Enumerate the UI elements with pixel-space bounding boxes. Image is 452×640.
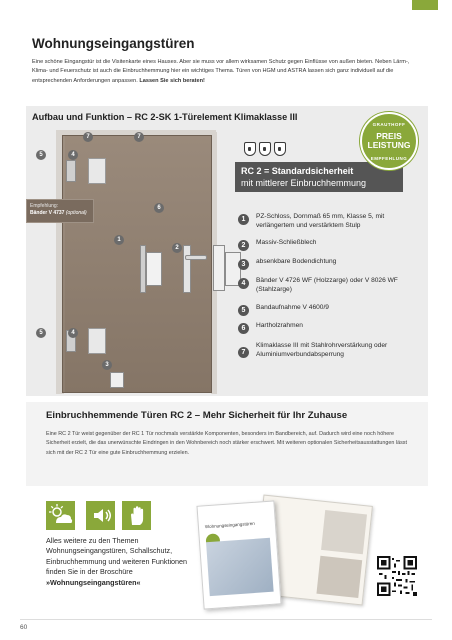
feature-text: absenkbare Bodendichtung <box>256 258 337 265</box>
brochure-photo <box>321 510 367 554</box>
feature-text: PZ-Schloss, Dornmaß 65 mm, Klasse 5, mit verlängertem und verstärktem Stulp <box>256 213 385 229</box>
qr-code[interactable] <box>377 556 417 596</box>
feature-number: 7 <box>238 347 249 358</box>
intro-cta: Lassen Sie sich beraten! <box>139 77 205 84</box>
feature-item <box>238 321 418 333</box>
climate-icon <box>46 501 75 530</box>
door-marker: 2 <box>172 243 182 253</box>
recommendation-label: Empfehlung: <box>30 203 59 209</box>
recommendation-value <box>30 210 90 217</box>
feature-number: 6 <box>238 323 249 334</box>
price-performance-seal <box>360 112 418 170</box>
page-number: 60 <box>20 624 28 631</box>
brochure-info-text: Alles weitere zu den Themen Wohnungseingangstüren, Schallschutz, Einbruchhemmung und weiteren Funktionen finden Sie in der Broschüre <box>46 536 188 577</box>
door-marker: 5 <box>36 150 46 160</box>
door-marker: 7 <box>83 132 93 142</box>
door-marker: 7 <box>134 132 144 142</box>
feature-text: Massiv-Schließblech <box>256 239 317 246</box>
seal-line2: LEISTUNG <box>367 140 411 150</box>
shield-lock-icon <box>244 142 256 156</box>
feature-text: Bänder V 4726 WF (Holzzarge) oder V 8026 WF (Stahlzarge) <box>256 277 398 293</box>
feature-item <box>238 303 418 315</box>
brochure-photo <box>316 556 362 598</box>
rc2-banner-title: RC 2 = Standardsicherheit <box>241 166 354 176</box>
handle-plate <box>183 245 191 293</box>
sound-icon <box>86 501 115 530</box>
hinge-top <box>66 160 76 182</box>
intro-text: Eine schöne Eingangstür ist die Visitenkarte eines Hauses. Aber sie muss vor allem wirksamen Schutz gegen Einflüsse von außen bieten. Neben Lärm-, Klima- und Feuerschutz ist auch die Einbruchhemmung hier ein wichtiges Thema. Türen von HGM und ASTRA lassen sich ganz individuell auf die entsprechenden Anforderungen anpassen. <box>32 59 410 84</box>
seal-top-text: GRAUTHOFF <box>372 122 406 127</box>
intro-paragraph <box>32 58 424 86</box>
chapter-tab <box>412 0 438 10</box>
recommendation-hinge: Bänder V 4737 <box>30 210 65 216</box>
feature-number: 3 <box>238 259 249 270</box>
door-marker: 4 <box>68 328 78 338</box>
door-marker: 6 <box>154 203 164 213</box>
top-bar <box>0 0 452 10</box>
recommendation-box <box>26 199 94 223</box>
seal-bottom-text: EMPFEHLUNG <box>370 156 408 161</box>
rc2-banner-subtitle: mit mittlerer Einbruchhemmung <box>241 178 367 188</box>
brochure-cover[interactable] <box>196 500 281 609</box>
door-handle <box>185 255 207 260</box>
page-title: Wohnungseingangstüren <box>32 36 195 51</box>
feature-number: 5 <box>238 305 249 316</box>
brochure-info <box>46 536 196 588</box>
hinge-plate-top <box>88 158 106 184</box>
burglary-text: Eine RC 2 Tür weist gegenüber der RC 1 Tür nochmals verstärkte Komponenten, besonders im Bandbereich, auf. Dadurch wird eine noch höhere Sicherheit erzielt, die das unerwünschte Eindringen in den Wohnbereich noch stärker erschwert. Mit weiteren optionalen Sicherheitsausstattungen lässt sich mit der RC 2 Tür eine gute Einbruchhemmung erzielen. <box>46 431 407 456</box>
brochure-link[interactable]: »Wohnungseingangstüren« <box>46 577 141 587</box>
shield-lock-icon <box>259 142 271 156</box>
door-marker: 3 <box>102 360 112 370</box>
feature-item <box>238 257 418 269</box>
bottom-seal <box>110 372 124 388</box>
feature-item <box>238 212 418 232</box>
feature-item <box>238 276 418 296</box>
feature-text: Hartholzrahmen <box>256 322 303 329</box>
shield-icons <box>244 142 286 156</box>
seal-main-text <box>362 132 416 150</box>
feature-number: 4 <box>238 278 249 289</box>
burglary-title: Einbruchhemmende Türen RC 2 – Mehr Sicherheit für Ihr Zuhause <box>46 410 348 421</box>
hand-stop-icon <box>122 501 151 530</box>
footer-divider <box>20 619 432 620</box>
feature-text: Klimaklasse III mit Stahlrohrverstärkung oder Aluminiumverbundabsperrung <box>256 342 388 358</box>
recommendation-optional: (optional) <box>65 210 87 216</box>
striker-plate <box>213 245 225 291</box>
seal-line1: PREIS <box>376 131 402 141</box>
door-marker: 4 <box>68 150 78 160</box>
feature-item <box>238 341 418 361</box>
door-marker: 5 <box>36 328 46 338</box>
feature-item <box>238 238 418 250</box>
door-marker: 1 <box>114 235 124 245</box>
feature-number: 2 <box>238 240 249 251</box>
brochure-cover-photo <box>206 538 274 596</box>
feature-text: Bandaufnahme V 4600/9 <box>256 304 329 311</box>
shield-lock-icon <box>274 142 286 156</box>
section-title: Aufbau und Funktion – RC 2-SK 1-Türelement Klimaklasse III <box>32 112 298 122</box>
lock-box <box>146 252 162 286</box>
brochure-title: Wohnungseingangstüren <box>204 520 255 530</box>
feature-number: 1 <box>238 214 249 225</box>
hinge-plate-bottom <box>88 328 106 354</box>
